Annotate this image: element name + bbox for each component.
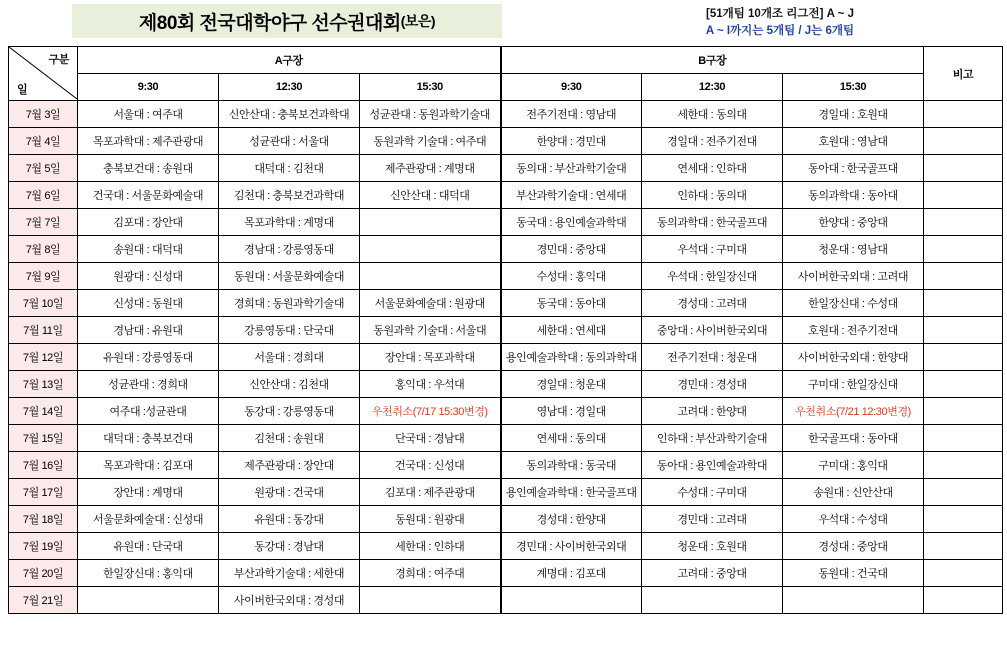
game-cell: 우석대 : 한일장신대 — [642, 263, 783, 290]
remark-cell — [924, 560, 1003, 587]
date-cell: 7월 7일 — [9, 209, 78, 236]
date-cell: 7월 18일 — [9, 506, 78, 533]
game-cell: 동아대 : 용인예술과학대 — [642, 452, 783, 479]
game-cell: 세한대 : 연세대 — [501, 317, 642, 344]
game-cell: 대덕대 : 충북보건대 — [78, 425, 219, 452]
time-header-a-2: 12:30 — [219, 74, 360, 101]
date-cell: 7월 5일 — [9, 155, 78, 182]
game-cell — [360, 236, 501, 263]
table-row — [9, 236, 1003, 263]
remark-cell — [924, 587, 1003, 614]
game-cell: 동의과학대 : 동국대 — [501, 452, 642, 479]
time-header-b-3: 15:30 — [783, 74, 924, 101]
date-cell: 7월 21일 — [9, 587, 78, 614]
game-cell: 성균관대 : 서울대 — [219, 128, 360, 155]
game-cell: 청운대 : 호원대 — [642, 533, 783, 560]
time-header-a-3: 15:30 — [360, 74, 501, 101]
game-cell: 한일장신대 : 수성대 — [783, 290, 924, 317]
game-cell: 호원대 : 전주기전대 — [783, 317, 924, 344]
page-header — [0, 0, 1007, 46]
game-cell: 경일대 : 호원대 — [783, 101, 924, 128]
table-row — [9, 533, 1003, 560]
game-cell: 서울문화예술대 : 원광대 — [360, 290, 501, 317]
remark-cell — [924, 533, 1003, 560]
table-row — [9, 452, 1003, 479]
game-cell — [501, 587, 642, 614]
date-cell: 7월 4일 — [9, 128, 78, 155]
table-row — [9, 317, 1003, 344]
time-header-b-1: 9:30 — [501, 74, 642, 101]
date-cell: 7월 19일 — [9, 533, 78, 560]
remark-cell — [924, 128, 1003, 155]
game-cell: 동의과학대 : 한국골프대 — [642, 209, 783, 236]
remark-cell — [924, 290, 1003, 317]
remark-cell — [924, 155, 1003, 182]
game-cell: 구미대 : 한일장신대 — [783, 371, 924, 398]
schedule-table-body — [9, 101, 1003, 614]
game-cell: 경일대 : 전주기전대 — [642, 128, 783, 155]
table-row — [9, 101, 1003, 128]
table-row — [9, 560, 1003, 587]
date-cell: 7월 17일 — [9, 479, 78, 506]
game-cell: 경남대 : 유원대 — [78, 317, 219, 344]
game-cell: 계명대 : 김포대 — [501, 560, 642, 587]
page-title — [72, 4, 502, 38]
table-row — [9, 344, 1003, 371]
game-cell: 김포대 : 제주관광대 — [360, 479, 501, 506]
date-cell: 7월 14일 — [9, 398, 78, 425]
game-cell: 부산과학기술대 : 세한대 — [219, 560, 360, 587]
league-note — [600, 6, 960, 39]
game-cell: 경성대 : 한양대 — [501, 506, 642, 533]
game-cell: 우천취소(7/17 15:30변경) — [360, 398, 501, 425]
field-a-header: A구장 — [78, 47, 501, 74]
game-cell: 한국골프대 : 동아대 — [783, 425, 924, 452]
game-cell: 목포과학대 : 제주관광대 — [78, 128, 219, 155]
game-cell: 연세대 : 동의대 — [501, 425, 642, 452]
game-cell: 유원대 : 강릉영동대 — [78, 344, 219, 371]
remark-cell — [924, 398, 1003, 425]
time-header-a-1: 9:30 — [78, 74, 219, 101]
date-cell: 7월 12일 — [9, 344, 78, 371]
game-cell: 경희대 : 동원과학기술대 — [219, 290, 360, 317]
game-cell: 동의과학대 : 동아대 — [783, 182, 924, 209]
game-cell — [360, 263, 501, 290]
date-cell: 7월 13일 — [9, 371, 78, 398]
game-cell: 경민대 : 사이버한국외대 — [501, 533, 642, 560]
game-cell: 세한대 : 동의대 — [642, 101, 783, 128]
game-cell: 고려대 : 한양대 — [642, 398, 783, 425]
game-cell — [642, 587, 783, 614]
date-cell: 7월 20일 — [9, 560, 78, 587]
date-cell: 7월 3일 — [9, 101, 78, 128]
game-cell: 장안대 : 계명대 — [78, 479, 219, 506]
game-cell: 우천취소(7/21 12:30변경) — [783, 398, 924, 425]
league-note-line1: [51개팀 10개조 리그전] A ~ J — [706, 8, 854, 20]
remark-cell — [924, 317, 1003, 344]
remark-cell — [924, 371, 1003, 398]
game-cell: 김천대 : 충북보건과학대 — [219, 182, 360, 209]
table-row — [9, 587, 1003, 614]
table-row — [9, 371, 1003, 398]
game-cell — [360, 209, 501, 236]
game-cell: 신안산대 : 김천대 — [219, 371, 360, 398]
game-cell — [78, 587, 219, 614]
date-cell: 7월 10일 — [9, 290, 78, 317]
game-cell: 신성대 : 동원대 — [78, 290, 219, 317]
date-cell: 7월 8일 — [9, 236, 78, 263]
game-cell: 목포과학대 : 김포대 — [78, 452, 219, 479]
game-cell: 경민대 : 중앙대 — [501, 236, 642, 263]
remark-cell — [924, 506, 1003, 533]
game-cell: 경성대 : 고려대 — [642, 290, 783, 317]
page-title-sub: (보은) — [400, 13, 436, 29]
game-cell: 건국대 : 신성대 — [360, 452, 501, 479]
game-cell: 사이버한국외대 : 고려대 — [783, 263, 924, 290]
game-cell: 수성대 : 홍익대 — [501, 263, 642, 290]
field-b-header: B구장 — [501, 47, 924, 74]
game-cell — [783, 587, 924, 614]
game-cell: 전주기전대 : 영남대 — [501, 101, 642, 128]
header-row-times — [9, 74, 1003, 101]
game-cell: 영남대 : 경일대 — [501, 398, 642, 425]
game-cell: 동원대 : 서울문화예술대 — [219, 263, 360, 290]
game-cell: 동국대 : 동아대 — [501, 290, 642, 317]
game-cell: 전주기전대 : 청운대 — [642, 344, 783, 371]
game-cell: 강릉영동대 : 단국대 — [219, 317, 360, 344]
game-cell: 유원대 : 동강대 — [219, 506, 360, 533]
game-cell: 단국대 : 경남대 — [360, 425, 501, 452]
game-cell: 제주관광대 : 계명대 — [360, 155, 501, 182]
game-cell: 대덕대 : 김천대 — [219, 155, 360, 182]
game-cell: 경남대 : 강릉영동대 — [219, 236, 360, 263]
game-cell — [360, 587, 501, 614]
remark-header: 비고 — [924, 47, 1003, 101]
table-row — [9, 290, 1003, 317]
table-row — [9, 263, 1003, 290]
date-cell: 7월 16일 — [9, 452, 78, 479]
game-cell: 동의대 : 부산과학기술대 — [501, 155, 642, 182]
game-cell: 충북보건대 : 송원대 — [78, 155, 219, 182]
table-row — [9, 155, 1003, 182]
game-cell: 동강대 : 경남대 — [219, 533, 360, 560]
game-cell: 건국대 : 서울문화예술대 — [78, 182, 219, 209]
schedule-table — [8, 46, 1003, 614]
game-cell: 동원과학 기술대 : 서울대 — [360, 317, 501, 344]
game-cell: 동아대 : 한국골프대 — [783, 155, 924, 182]
game-cell: 경민대 : 경성대 — [642, 371, 783, 398]
game-cell: 동국대 : 용인예술과학대 — [501, 209, 642, 236]
game-cell: 여주대 :성균관대 — [78, 398, 219, 425]
game-cell: 장안대 : 목포과학대 — [360, 344, 501, 371]
game-cell: 사이버한국외대 : 한양대 — [783, 344, 924, 371]
game-cell: 한양대 : 경민대 — [501, 128, 642, 155]
game-cell: 인하대 : 부산과학기술대 — [642, 425, 783, 452]
game-cell: 동원대 : 원광대 — [360, 506, 501, 533]
remark-cell — [924, 182, 1003, 209]
corner-header — [9, 47, 78, 101]
table-row — [9, 182, 1003, 209]
game-cell: 우석대 : 구미대 — [642, 236, 783, 263]
game-cell: 경민대 : 고려대 — [642, 506, 783, 533]
corner-header-top-label: 구분 — [48, 54, 69, 66]
game-cell: 송원대 : 신안산대 — [783, 479, 924, 506]
game-cell: 경희대 : 여주대 — [360, 560, 501, 587]
game-cell: 유원대 : 단국대 — [78, 533, 219, 560]
league-note-line2: A ~ I까지는 5개팀 / J는 6개팀 — [705, 24, 855, 37]
game-cell: 세한대 : 인하대 — [360, 533, 501, 560]
game-cell: 경일대 : 청운대 — [501, 371, 642, 398]
game-cell: 경성대 : 중앙대 — [783, 533, 924, 560]
page-title-main: 제80회 전국대학야구 선수권대회 — [138, 12, 401, 34]
game-cell: 성균관대 : 동원과학기술대 — [360, 101, 501, 128]
game-cell: 사이버한국외대 : 경성대 — [219, 587, 360, 614]
game-cell: 서울대 : 여주대 — [78, 101, 219, 128]
game-cell: 고려대 : 중앙대 — [642, 560, 783, 587]
game-cell: 청운대 : 영남대 — [783, 236, 924, 263]
table-row — [9, 398, 1003, 425]
table-row — [9, 506, 1003, 533]
game-cell: 우석대 : 수성대 — [783, 506, 924, 533]
game-cell: 부산과학기술대 : 연세대 — [501, 182, 642, 209]
game-cell: 홍익대 : 우석대 — [360, 371, 501, 398]
date-cell: 7월 11일 — [9, 317, 78, 344]
game-cell: 수성대 : 구미대 — [642, 479, 783, 506]
table-row — [9, 209, 1003, 236]
game-cell: 동강대 : 강릉영동대 — [219, 398, 360, 425]
game-cell: 서울문화예술대 : 신성대 — [78, 506, 219, 533]
game-cell: 중앙대 : 사이버한국외대 — [642, 317, 783, 344]
remark-cell — [924, 479, 1003, 506]
game-cell: 동원과학 기술대 : 여주대 — [360, 128, 501, 155]
game-cell: 송원대 : 대덕대 — [78, 236, 219, 263]
table-row — [9, 425, 1003, 452]
game-cell: 용인예술과학대 : 동의과학대 — [501, 344, 642, 371]
date-cell: 7월 6일 — [9, 182, 78, 209]
game-cell: 신안산대 : 대덕대 — [360, 182, 501, 209]
game-cell: 구미대 : 홍익대 — [783, 452, 924, 479]
remark-cell — [924, 425, 1003, 452]
remark-cell — [924, 101, 1003, 128]
remark-cell — [924, 263, 1003, 290]
game-cell: 용인예술과학대 : 한국골프대 — [501, 479, 642, 506]
remark-cell — [924, 344, 1003, 371]
date-cell: 7월 9일 — [9, 263, 78, 290]
remark-cell — [924, 452, 1003, 479]
game-cell: 한일장신대 : 홍익대 — [78, 560, 219, 587]
time-header-b-2: 12:30 — [642, 74, 783, 101]
game-cell: 목포과학대 : 계명대 — [219, 209, 360, 236]
date-cell: 7월 15일 — [9, 425, 78, 452]
game-cell: 성균관대 : 경희대 — [78, 371, 219, 398]
game-cell: 연세대 : 인하대 — [642, 155, 783, 182]
remark-cell — [924, 209, 1003, 236]
table-row — [9, 479, 1003, 506]
game-cell: 호원대 : 영남대 — [783, 128, 924, 155]
header-row-fields — [9, 47, 1003, 74]
game-cell: 김포대 : 장안대 — [78, 209, 219, 236]
game-cell: 신안산대 : 충북보건과학대 — [219, 101, 360, 128]
corner-header-bottom-label: 일 — [17, 84, 28, 96]
game-cell: 김천대 : 송원대 — [219, 425, 360, 452]
game-cell: 원광대 : 신성대 — [78, 263, 219, 290]
game-cell: 서울대 : 경희대 — [219, 344, 360, 371]
schedule-table-head — [9, 47, 1003, 101]
game-cell: 동원대 : 건국대 — [783, 560, 924, 587]
game-cell: 한양대 : 중앙대 — [783, 209, 924, 236]
remark-cell — [924, 236, 1003, 263]
table-row — [9, 128, 1003, 155]
game-cell: 원광대 : 건국대 — [219, 479, 360, 506]
game-cell: 인하대 : 동의대 — [642, 182, 783, 209]
game-cell: 제주관광대 : 장안대 — [219, 452, 360, 479]
